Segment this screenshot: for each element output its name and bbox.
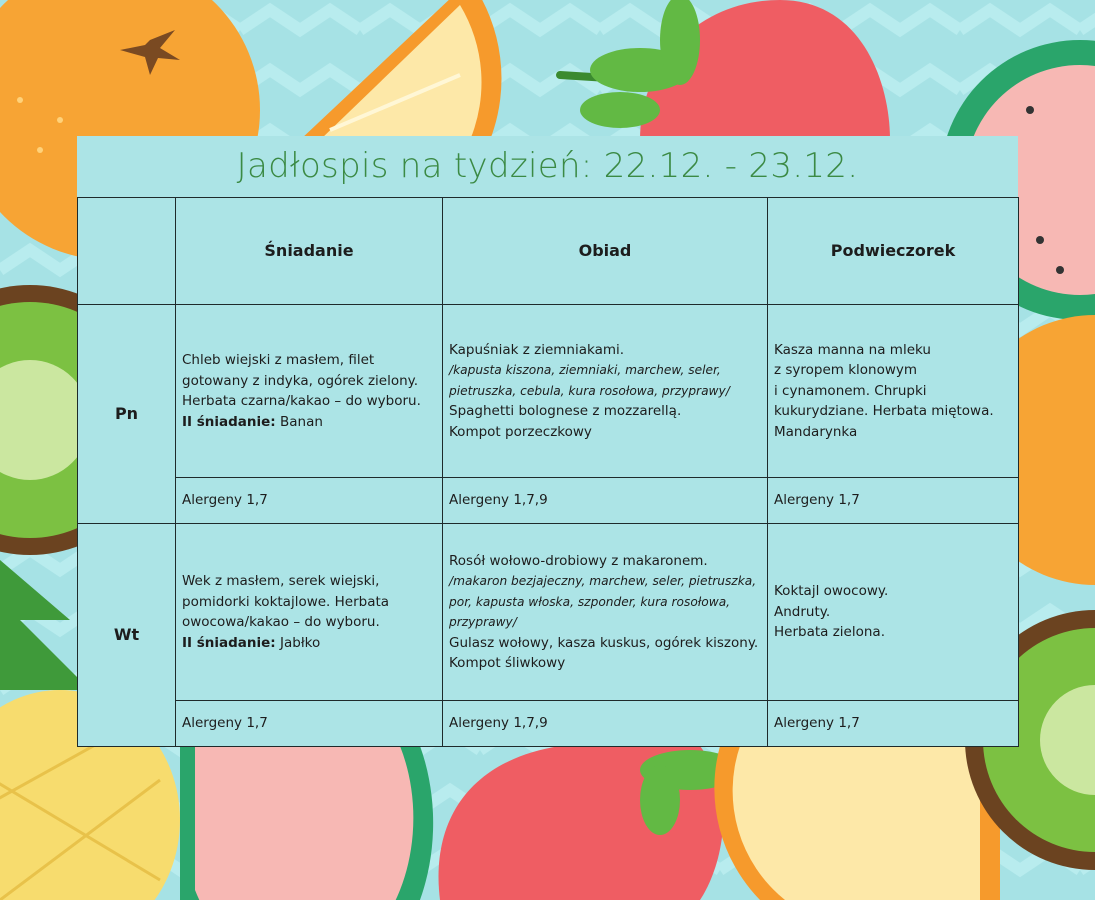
allergens-breakfast: Alergeny 1,7 [176, 478, 443, 524]
corner-cell [78, 198, 176, 305]
table-row [78, 305, 1019, 478]
lunch-cell [443, 305, 768, 478]
day-label: Wt [78, 524, 176, 747]
second-breakfast-value: Jabłko [275, 634, 321, 651]
second-breakfast-value: Banan [275, 413, 323, 430]
allergens-lunch: Alergeny 1,7,9 [443, 478, 768, 524]
allergens-breakfast: Alergeny 1,7 [176, 701, 443, 747]
column-header-lunch: Obiad [443, 198, 768, 305]
lunch-main: Spaghetti bolognese z mozzarellą. [449, 403, 682, 420]
second-breakfast-label: II śniadanie: [182, 413, 276, 430]
menu-table [77, 197, 1019, 747]
lemon-slice-bottom-icon [714, 746, 1000, 900]
snack-line-1: Koktajl owocowy. [774, 583, 889, 600]
snack-line-1: Kasza manna na mleku [774, 341, 931, 358]
lunch-soup: Rosół wołowo-drobiowy z makaronem. [449, 552, 708, 569]
watermelon-slice-icon [180, 746, 433, 900]
allergens-snack: Alergeny 1,7 [768, 478, 1019, 524]
allergens-row [78, 478, 1019, 524]
snack-line-2: Andruty. [774, 603, 831, 620]
snack-cell [768, 305, 1019, 478]
menu-panel [77, 136, 1018, 746]
snack-line-3: Herbata zielona. [774, 624, 885, 641]
day-label: Pn [78, 305, 176, 524]
second-breakfast-label: II śniadanie: [182, 634, 276, 651]
breakfast-cell [176, 305, 443, 478]
lunch-main: Gulasz wołowy, kasza kuskus, ogórek kiszony. Kompot śliwkowy [449, 634, 759, 671]
snack-line-3: i cynamonem. Chrupki kukurydziane. Herbata miętowa. Mandarynka [774, 382, 994, 440]
lunch-ingredients: /makaron bezjajeczny, marchew, seler, pietruszka, por, kapusta włoska, szponder, kura rosołowa, przyprawy/ [449, 574, 757, 629]
snack-cell [768, 524, 1019, 701]
column-header-breakfast: Śniadanie [176, 198, 443, 305]
allergens-snack: Alergeny 1,7 [768, 701, 1019, 747]
header-row [78, 198, 1019, 305]
lunch-cell [443, 524, 768, 701]
lunch-drink: Kompot porzeczkowy [449, 423, 592, 440]
breakfast-text: Chleb wiejski z masłem, filet gotowany z indyka, ogórek zielony. Herbata czarna/kakao – do wyboru. [182, 352, 421, 409]
lunch-soup: Kapuśniak z ziemniakami. [449, 341, 625, 358]
allergens-row [78, 701, 1019, 747]
lunch-ingredients: /kapusta kiszona, ziemniaki, marchew, seler, pietruszka, cebula, kura rosołowa, przyprawy/ [449, 363, 730, 398]
breakfast-cell [176, 524, 443, 701]
breakfast-text: Wek z masłem, serek wiejski, pomidorki koktajlowe. Herbata owocowa/kakao – do wyboru. [182, 573, 390, 630]
snack-line-2: z syropem klonowym [774, 362, 918, 379]
allergens-lunch: Alergeny 1,7,9 [443, 701, 768, 747]
menu-title: Jadłospis na tydzień: 22.12. - 23.12. [236, 146, 859, 186]
table-row [78, 524, 1019, 701]
column-header-snack: Podwieczorek [768, 198, 1019, 305]
